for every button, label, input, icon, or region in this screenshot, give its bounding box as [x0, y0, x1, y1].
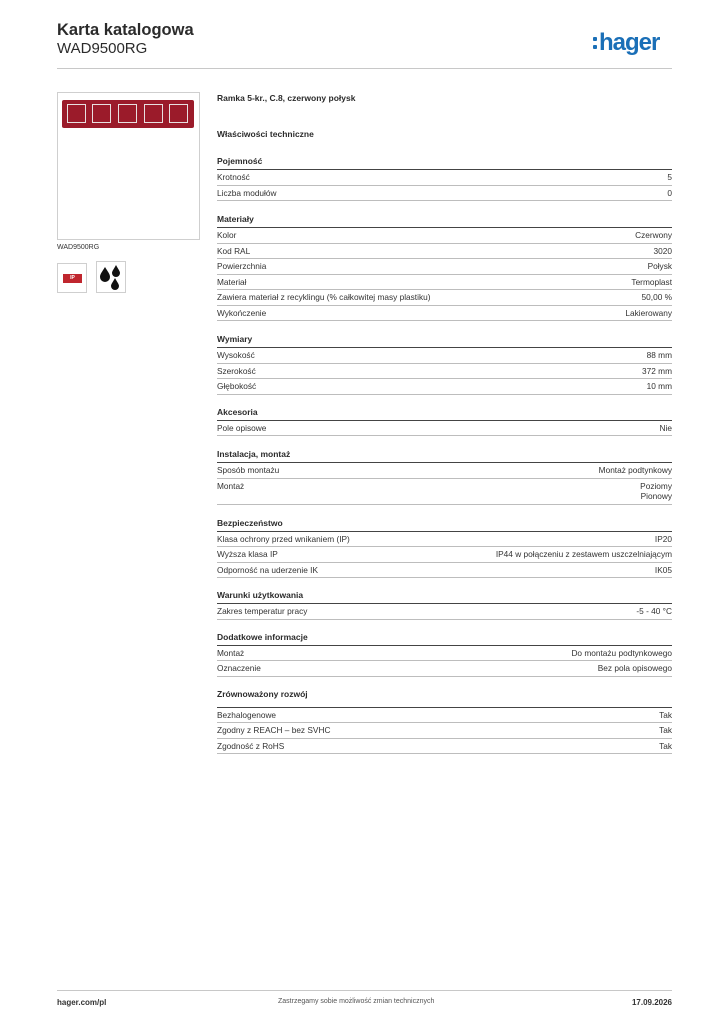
spec-value — [599, 465, 672, 476]
spec-value — [655, 565, 672, 576]
spec-row — [217, 244, 672, 260]
spec-label: Montaż — [217, 647, 245, 658]
spec-row — [217, 186, 672, 202]
spec-label: Szerokość — [217, 365, 256, 376]
spec-row — [217, 259, 672, 275]
spec-label: Oznaczenie — [217, 663, 261, 673]
spec-label: Zgodny z REACH – bez SVHC — [217, 725, 331, 735]
spec-row — [217, 547, 672, 563]
spec-value-line: Poziomy — [640, 480, 672, 491]
spec-value-line: Tak — [659, 725, 672, 735]
logo-dots — [593, 37, 597, 49]
spec-value-line: 10 mm — [646, 381, 672, 391]
spec-label: Liczba modułów — [217, 187, 277, 198]
spec-content — [217, 91, 672, 754]
spec-section — [217, 518, 672, 579]
spec-row — [217, 646, 672, 662]
spec-value-line: Termoplast — [631, 276, 672, 287]
section-heading: Instalacja, montaż — [217, 449, 672, 463]
spec-section — [217, 449, 672, 505]
ip-rating-icon — [57, 263, 87, 293]
spec-label: Wyższa klasa IP — [217, 549, 278, 559]
spec-value — [659, 725, 672, 736]
section-heading: Dodatkowe informacje — [217, 632, 672, 646]
footer-date: 17.09.2026 — [631, 998, 672, 1007]
spec-row — [217, 306, 672, 322]
spec-label: Bezhalogenowe — [217, 709, 277, 720]
spec-label: Wykończenie — [217, 307, 267, 318]
footer-notice: Zastrzegamy sobie możliwość zmian technicznych — [278, 998, 435, 1005]
spec-label: Pole opisowe — [217, 422, 267, 433]
spec-row — [217, 661, 672, 677]
spec-value-line: IP20 — [654, 533, 672, 544]
section-heading: Bezpieczeństwo — [217, 518, 672, 532]
spec-row — [217, 228, 672, 244]
spec-value-line: Bez pola opisowego — [597, 663, 672, 673]
spec-row — [217, 275, 672, 291]
water-drops-icon — [96, 261, 126, 293]
spec-value-line: Do montażu podtynkowego — [571, 647, 672, 658]
spec-row — [217, 364, 672, 380]
spec-label: Klasa ochrony przed wnikaniem (IP) — [217, 533, 350, 544]
spec-value-line: 50,00 % — [641, 292, 672, 302]
spec-value-line: Pionowy — [640, 491, 672, 501]
image-caption: WAD9500RG — [57, 244, 100, 251]
spec-value — [598, 663, 672, 674]
spec-value-line: 0 — [667, 187, 672, 198]
spec-label: Zakres temperatur pracy — [217, 606, 308, 616]
spec-row — [217, 532, 672, 548]
spec-value — [636, 606, 672, 617]
properties-heading: Właściwości techniczne — [217, 129, 314, 139]
logo-text: hager — [599, 29, 660, 56]
spec-label: Materiał — [217, 276, 247, 287]
spec-value — [640, 481, 672, 502]
spec-section — [217, 334, 672, 395]
spec-value-line: 372 mm — [642, 365, 672, 376]
spec-value — [655, 534, 672, 545]
spec-value-line: 88 mm — [646, 350, 672, 360]
product-code: WAD9500RG — [57, 40, 148, 57]
spec-section — [217, 156, 672, 201]
spec-label: Zgodność z RoHS — [217, 740, 285, 751]
spec-value — [647, 350, 672, 361]
spec-label: Kod RAL — [217, 245, 251, 256]
spec-value — [631, 277, 672, 288]
spec-value — [496, 549, 672, 560]
spec-value-line: Tak — [659, 740, 672, 751]
section-heading: Zrównoważony rozwój — [217, 689, 672, 708]
product-description: Ramka 5-kr., C.8, czerwony połysk — [217, 93, 356, 103]
spec-value-line: Lakierowany — [625, 307, 672, 318]
header-divider — [57, 68, 672, 69]
spec-row — [217, 348, 672, 364]
spec-value-line: IP44 w połączeniu z zestawem uszczelniającym — [495, 549, 672, 559]
spec-value-line: Montaż podtynkowy — [598, 465, 672, 475]
spec-value-line: Czerwony — [635, 230, 672, 240]
spec-value — [571, 648, 672, 659]
spec-row — [217, 421, 672, 437]
product-image — [57, 92, 200, 240]
spec-row — [217, 170, 672, 186]
spec-label: Odporność na uderzenie IK — [217, 564, 319, 575]
spec-value — [625, 308, 672, 319]
spec-row — [217, 463, 672, 479]
footer-divider — [57, 990, 672, 991]
spec-value-line: Tak — [659, 709, 672, 720]
spec-value-line: 5 — [667, 172, 672, 182]
spec-label: Powierzchnia — [217, 261, 267, 271]
spec-section — [217, 214, 672, 321]
spec-sections — [217, 156, 672, 754]
spec-value — [642, 366, 672, 377]
section-heading: Wymiary — [217, 334, 672, 348]
spec-value — [659, 710, 672, 721]
section-heading: Pojemność — [217, 156, 672, 170]
spec-value — [642, 292, 672, 303]
spec-value — [635, 230, 672, 241]
spec-row — [217, 379, 672, 395]
spec-value-line: Nie — [659, 422, 672, 433]
spec-value — [648, 261, 672, 272]
spec-label: Sposób montażu — [217, 465, 280, 475]
spec-value — [667, 188, 672, 199]
spec-value — [660, 423, 672, 434]
spec-value-line: IK05 — [654, 564, 672, 575]
frame-illustration — [62, 100, 194, 128]
spec-section — [217, 590, 672, 620]
spec-label: Montaż — [217, 480, 245, 491]
hager-logo[interactable] — [593, 30, 659, 56]
footer-website-link[interactable]: hager.com/pl — [57, 998, 107, 1007]
spec-row — [217, 563, 672, 579]
spec-section — [217, 407, 672, 437]
spec-value — [659, 741, 672, 752]
spec-label: Głębokość — [217, 381, 257, 391]
spec-value-line: 3020 — [653, 245, 672, 256]
spec-section — [217, 632, 672, 677]
ip-badge: IP — [63, 274, 82, 283]
spec-label: Kolor — [217, 230, 237, 240]
spec-value-line: -5 - 40 °C — [636, 606, 672, 616]
spec-row — [217, 290, 672, 306]
spec-value — [647, 381, 672, 392]
section-heading: Materiały — [217, 214, 672, 228]
spec-row — [217, 604, 672, 620]
spec-row — [217, 739, 672, 755]
spec-value-line: Połysk — [647, 261, 672, 271]
spec-row — [217, 723, 672, 739]
spec-value — [667, 172, 672, 183]
section-heading: Warunki użytkowania — [217, 590, 672, 604]
spec-section — [217, 689, 672, 755]
document-title: Karta katalogowa — [57, 21, 194, 39]
section-heading: Akcesoria — [217, 407, 672, 421]
spec-value — [654, 246, 672, 257]
spec-label: Wysokość — [217, 350, 255, 360]
spec-row — [217, 479, 672, 505]
spec-row — [217, 708, 672, 724]
spec-label: Krotność — [217, 172, 250, 182]
spec-label: Zawiera materiał z recyklingu (% całkowitej masy plastiku) — [217, 292, 431, 302]
